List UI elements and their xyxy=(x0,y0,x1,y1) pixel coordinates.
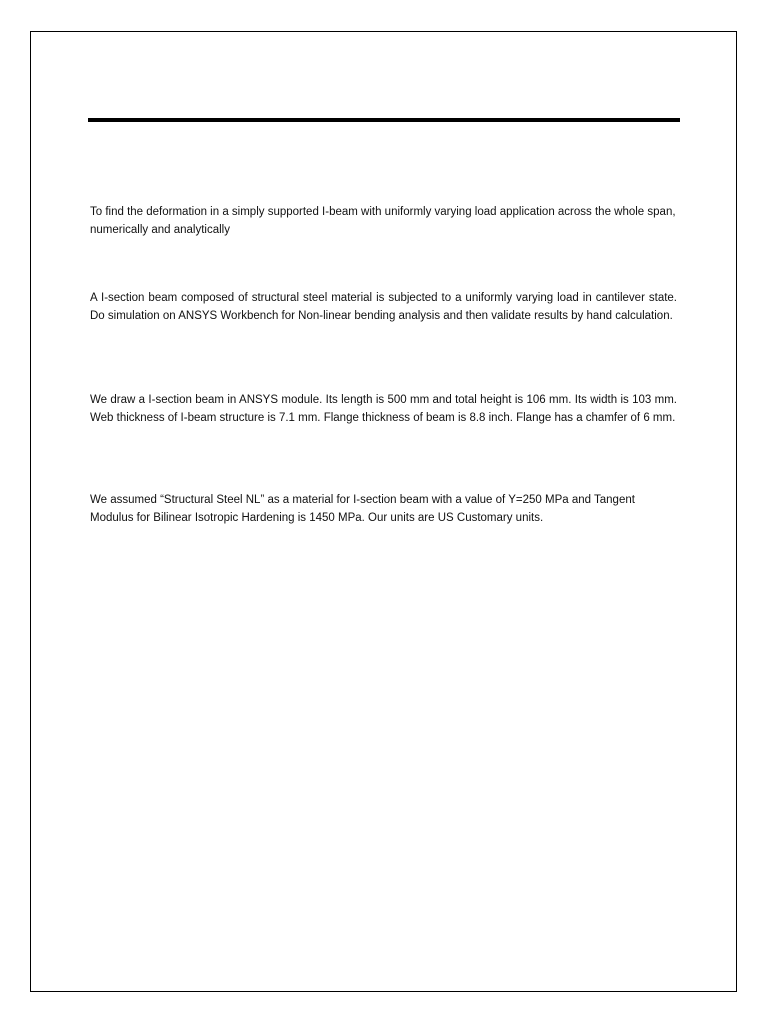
header-rule xyxy=(88,118,680,122)
geometry-paragraph: We draw a I-section beam in ANSYS module. Its length is 500 mm and total height is 106 mm. Its width is 103 mm. Web thickness of I-beam structure is 7.1 mm. Flange thickness of beam is 8.8 inch. Flange has a chamfer of 6 mm. xyxy=(90,394,677,424)
problem-statement-paragraph: A I-section beam composed of structural steel material is subjected to a uniformly varying load in cantilever state. Do simulation on ANSYS Workbench for Non-linear bending analysis and then validate results by hand calculation. xyxy=(90,292,677,322)
material-paragraph: We assumed “Structural Steel NL” as a material for I-section beam with a value of Y=250 MPa and Tangent Modulus for Bilinear Isotropic Hardening is 1450 MPa. Our units are US Customary units. xyxy=(90,494,635,524)
objective-paragraph: To find the deformation in a simply supported I-beam with uniformly varying load application across the whole span, numerically and analytically xyxy=(90,206,676,236)
